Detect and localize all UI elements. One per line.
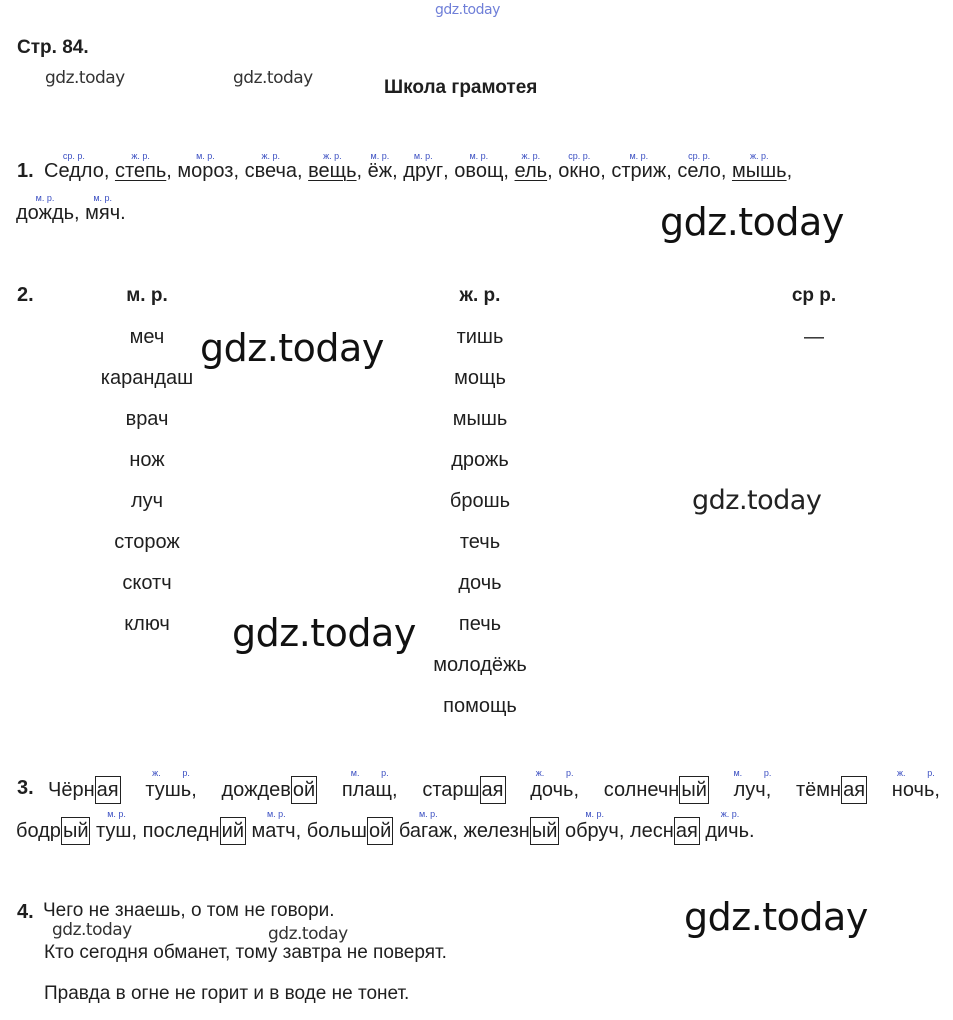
noun: туш	[96, 820, 132, 842]
proverb-2: Кто сегодня обманет, тому завтра не поверят.	[44, 942, 447, 963]
noun-token	[367, 151, 393, 183]
feminine-noun: течь	[459, 531, 501, 553]
adjective	[463, 817, 559, 845]
page-label: Стр. 84.	[17, 37, 89, 58]
exercise-3-line-1	[48, 768, 940, 804]
masculine-header: м. р.	[126, 285, 168, 306]
watermark-large: gdz.today	[232, 611, 416, 655]
ending-box: ый	[61, 817, 91, 845]
noun-token	[398, 809, 458, 843]
gender-label: м. р.	[585, 809, 605, 819]
noun-token	[705, 809, 755, 843]
adjective	[222, 776, 318, 804]
noun: тушь	[145, 779, 192, 801]
noun-token	[530, 768, 580, 802]
adjective	[604, 776, 709, 804]
masculine-noun: ключ	[124, 613, 170, 635]
underlined-noun: вещь	[308, 160, 357, 182]
adjective-stem: больш	[306, 820, 367, 842]
adjective	[630, 817, 700, 845]
punctuation: ,	[765, 779, 772, 801]
noun: ночь	[891, 779, 935, 801]
noun: мяч	[85, 202, 121, 224]
noun-token	[403, 151, 444, 183]
punctuation: ,	[131, 820, 138, 842]
proverb-1: Чего не знаешь, о том не говори.	[43, 900, 335, 921]
adjective-stem: дождев	[221, 779, 291, 801]
noun-token	[85, 193, 121, 225]
ending-box: ий	[220, 817, 246, 845]
gender-label: ср. р.	[568, 151, 591, 161]
underlined-noun: мышь	[731, 160, 787, 182]
punctuation: .	[749, 820, 755, 842]
noun: мороз	[177, 160, 234, 182]
punctuation: ,	[573, 779, 580, 801]
gender-label: ср. р.	[62, 151, 85, 161]
underlined-noun: степь	[114, 160, 167, 182]
watermark-large: gdz.today	[660, 200, 844, 244]
noun-token	[114, 151, 167, 183]
adjective-stem: железн	[463, 820, 530, 842]
adjective-stem: Чёрн	[48, 779, 95, 801]
feminine-noun: мышь	[452, 408, 508, 430]
neuter-noun: —	[804, 326, 824, 348]
ending-box: ая	[841, 776, 867, 804]
noun-token	[558, 151, 601, 183]
adjective	[796, 776, 867, 804]
watermark-small: gdz.today	[268, 924, 348, 944]
neuter-header: ср р.	[791, 285, 837, 306]
watermark-small: gdz.today	[233, 68, 313, 88]
noun: дождь	[16, 202, 75, 224]
noun-token	[611, 151, 667, 183]
masculine-noun: врач	[125, 408, 169, 430]
ending-box: ый	[679, 776, 709, 804]
noun-token	[564, 809, 625, 843]
adjective-stem: последн	[142, 820, 220, 842]
feminine-noun: молодёжь	[433, 654, 527, 676]
gender-label: м. р.	[418, 809, 438, 819]
adjective	[307, 817, 394, 845]
gender-label: м. р.	[196, 151, 215, 161]
noun-token	[454, 151, 504, 183]
noun: окно	[558, 160, 601, 182]
punctuation: ,	[392, 779, 398, 801]
gender-label: ср. р.	[688, 151, 711, 161]
masculine-noun: сторож	[114, 531, 180, 553]
noun: плащ	[341, 779, 392, 801]
watermark-small: gdz.today	[52, 920, 132, 940]
punctuation: ,	[452, 820, 458, 842]
masculine-noun: нож	[129, 449, 165, 471]
neuter-column	[714, 284, 914, 366]
gender-label: ж. р.	[152, 768, 190, 778]
noun: свеча	[244, 160, 297, 182]
masculine-column	[47, 284, 247, 653]
gender-label: ж. р.	[131, 151, 150, 161]
feminine-noun: брошь	[449, 490, 511, 512]
noun-token	[514, 151, 548, 183]
feminine-noun: дрожь	[451, 449, 509, 471]
gender-label: ж. р.	[750, 151, 769, 161]
adjective-stem: солнечн	[603, 779, 680, 801]
watermark-medium: gdz.today	[692, 485, 822, 516]
punctuation: ,	[934, 779, 940, 801]
feminine-noun: тишь	[456, 326, 504, 348]
gender-label: м. р.	[370, 151, 390, 161]
feminine-noun: помощь	[443, 695, 517, 717]
adjective	[16, 817, 90, 845]
exercise-1-line-2: м. р. дождь, м. р. мяч.	[16, 201, 126, 225]
gender-label: ж. р.	[720, 809, 740, 819]
exercise-3-line-2	[16, 809, 755, 845]
noun-token	[251, 809, 302, 843]
noun-token	[244, 151, 297, 183]
ending-box: ая	[95, 776, 121, 804]
feminine-noun: дочь	[458, 572, 502, 594]
punctuation: ,	[295, 820, 302, 842]
ending-box: ая	[480, 776, 506, 804]
ending-box: ая	[674, 817, 700, 845]
masculine-noun: скотч	[122, 572, 172, 594]
noun: дичь	[705, 820, 750, 842]
gender-label: м. р.	[469, 151, 489, 161]
adjective-stem: бодр	[16, 820, 61, 842]
noun-token	[891, 768, 940, 802]
feminine-header: ж. р.	[459, 285, 501, 306]
gender-label: м. р.	[107, 809, 126, 819]
adjective-stem: тёмн	[796, 779, 842, 801]
exercise-1-line-1: ср. р. Седло, ж. р. степь, м. р. мороз, ж. р. свеча, ж. р. вещь, м. р. ёж, м. р. друг, м. р. овощ, ж. р. ель, ср. р. окно, м. р. стриж, ср. р. село, ж. р. мышь,	[44, 159, 792, 183]
noun: багаж	[398, 820, 453, 842]
gender-label: м. р.	[35, 193, 55, 203]
adjective	[48, 776, 121, 804]
gender-label: м. р.	[93, 193, 113, 203]
exercise-4-number: 4.	[17, 901, 34, 923]
gender-label: ж. р.	[323, 151, 342, 161]
noun: Седло	[44, 160, 104, 182]
watermark-large: gdz.today	[200, 326, 384, 370]
exercise-1-number: 1.	[17, 160, 34, 182]
noun: ёж	[367, 160, 393, 182]
gender-label: ж. р.	[521, 151, 541, 161]
ending-box: ой	[291, 776, 317, 804]
masculine-noun: меч	[129, 326, 165, 348]
noun-token	[308, 151, 357, 183]
noun-token	[341, 768, 398, 802]
gender-label: м. р.	[350, 768, 389, 778]
punctuation: ,	[191, 779, 197, 801]
gender-label: м. р.	[266, 809, 286, 819]
ending-box: ый	[530, 817, 560, 845]
gender-label: ж. р.	[261, 151, 281, 161]
gender-label: м. р.	[413, 151, 433, 161]
proverb-3: Правда в огне не горит и в воде не тонет.	[44, 983, 410, 1004]
gender-label: ж. р.	[535, 768, 574, 778]
watermark-top: gdz.today	[435, 2, 500, 18]
noun: дочь	[530, 779, 574, 801]
masculine-noun: карандаш	[100, 367, 194, 389]
exercise-2-number: 2.	[17, 284, 34, 306]
feminine-noun: печь	[458, 613, 502, 635]
watermark-small: gdz.today	[45, 68, 125, 88]
feminine-column	[380, 284, 580, 735]
gender-label: м. р.	[733, 768, 772, 778]
masculine-noun: луч	[130, 490, 164, 512]
noun-token	[677, 151, 721, 183]
underlined-noun: ель	[514, 160, 548, 182]
noun: овощ	[454, 160, 504, 182]
adjective	[422, 776, 505, 804]
watermark-large: gdz.today	[684, 895, 868, 939]
noun: матч	[251, 820, 296, 842]
noun-token	[177, 151, 234, 183]
noun-token	[44, 151, 104, 183]
noun-token	[733, 768, 772, 802]
noun: друг	[403, 160, 444, 182]
noun-token	[96, 809, 138, 843]
noun-token	[731, 151, 787, 183]
noun-token	[145, 768, 197, 802]
noun: стриж	[611, 160, 667, 182]
gender-label: ж. р.	[897, 768, 935, 778]
adjective-stem: лесн	[629, 820, 674, 842]
section-title: Школа грамотея	[384, 77, 538, 98]
exercise-3-number: 3.	[17, 777, 34, 799]
noun: обруч	[564, 820, 619, 842]
punctuation: ,	[618, 820, 625, 842]
noun: луч	[733, 779, 766, 801]
noun: село	[677, 160, 721, 182]
feminine-noun: мощь	[454, 367, 506, 389]
adjective	[143, 817, 246, 845]
ending-box: ой	[367, 817, 393, 845]
gender-label: м. р.	[629, 151, 649, 161]
adjective-stem: старш	[422, 779, 480, 801]
